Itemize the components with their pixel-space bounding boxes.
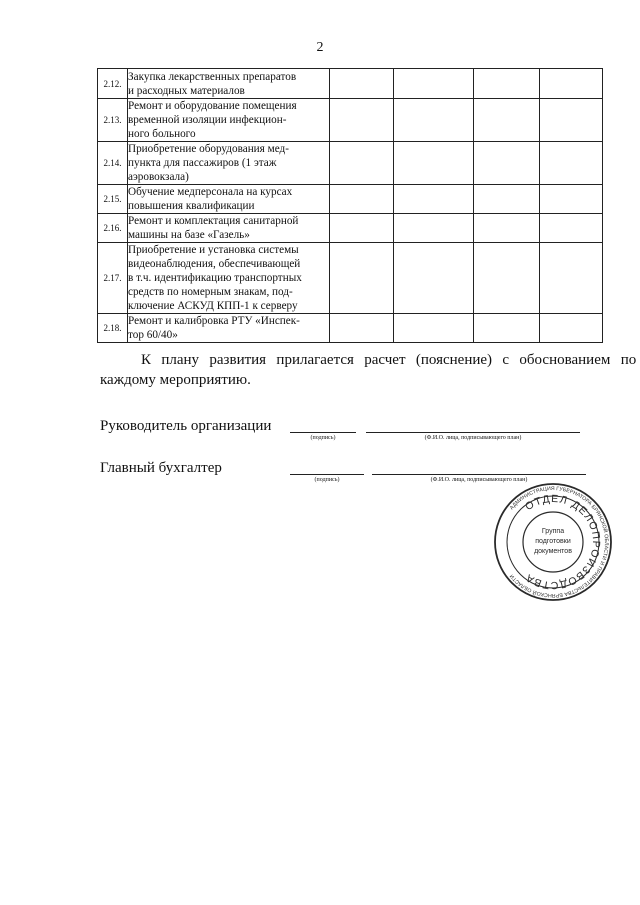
empty-cell: [330, 69, 394, 99]
row-description: [128, 185, 330, 214]
empty-cell: [474, 185, 540, 214]
stamp-center-line: подготовки: [535, 538, 571, 545]
empty-cell: [540, 243, 603, 314]
empty-cell: [330, 314, 394, 343]
stamp-center-line: документов: [534, 548, 572, 555]
empty-cell: [394, 69, 474, 99]
signature-label-director: Руководитель организации: [100, 418, 272, 434]
name-line: [366, 432, 580, 433]
row-number: 2.12.: [98, 69, 128, 99]
empty-cell: [474, 99, 540, 142]
table-row: [98, 69, 603, 99]
table-row: [98, 214, 603, 243]
description-line: Ремонт и комплектация санитарной: [128, 215, 299, 227]
empty-cell: [330, 99, 394, 142]
signature-line: [290, 432, 356, 433]
row-description: [128, 243, 330, 314]
table-row: [98, 142, 603, 185]
empty-cell: [394, 142, 474, 185]
description-line: видеонаблюдения, обеспечивающей: [128, 258, 301, 270]
empty-cell: [474, 142, 540, 185]
row-description: [128, 142, 330, 185]
empty-cell: [474, 214, 540, 243]
description-line: в т.ч. идентификацию транспортных: [128, 272, 302, 284]
name-hint: (Ф.И.О. лица, подписывающего план): [430, 477, 528, 483]
page-number: 2: [316, 40, 324, 55]
plan-table-body: [98, 69, 603, 343]
empty-cell: [540, 69, 603, 99]
description-line: Закупка лекарственных препаратов: [128, 70, 297, 83]
table-row: [98, 314, 603, 343]
row-number: 2.14.: [98, 142, 128, 185]
row-description: [128, 214, 330, 243]
empty-cell: [330, 185, 394, 214]
empty-cell: [474, 314, 540, 343]
description-line: Ремонт и оборудование помещения: [128, 100, 297, 112]
note-line: каждому мероприятию.: [100, 372, 251, 388]
plan-table: [97, 68, 603, 343]
description-line: тор 60/40»: [128, 329, 178, 341]
stamp-outer-text: АДМИНИСТРАЦИЯ ГУБЕРНАТОРА БРЯНСКОЙ ОБЛАСТИ И ПРАВИТЕЛЬСТВА БРЯНСКОЙ ОБЛАСТИ: [508, 485, 610, 599]
empty-cell: [394, 185, 474, 214]
description-line: средств по номерным знакам, под-: [128, 286, 293, 298]
signature-hint: (подпись): [310, 435, 336, 441]
name-hint: (Ф.И.О. лица, подписывающего план): [424, 435, 522, 441]
empty-cell: [330, 243, 394, 314]
row-number: 2.16.: [98, 214, 128, 243]
empty-cell: [394, 314, 474, 343]
row-description: [128, 99, 330, 142]
row-description: [128, 314, 330, 343]
description-line: повышения квалификации: [128, 200, 255, 212]
empty-cell: [540, 185, 603, 214]
attachment-note: [100, 350, 637, 390]
table-row: [98, 99, 603, 142]
description-line: Ремонт и калибровка РТУ «Инспек-: [128, 315, 300, 327]
description-line: машины на базе «Газель»: [128, 229, 250, 241]
empty-cell: [394, 99, 474, 142]
description-line: и расходных материалов: [128, 84, 245, 97]
stamp-inner-text: ОТДЕЛ ДЕЛОПРОИЗВОДСТВА: [523, 492, 603, 592]
row-number: 2.18.: [98, 314, 128, 343]
description-line: пункта для пассажиров (1 этаж: [128, 157, 277, 169]
signature-label-accountant: Главный бухгалтер: [100, 460, 222, 476]
signature-line: [290, 474, 364, 475]
description-line: Приобретение оборудования мед-: [128, 143, 289, 155]
description-line: Обучение медперсонала на курсах: [128, 186, 293, 198]
signature-hint: (подпись): [314, 477, 340, 483]
empty-cell: [330, 214, 394, 243]
empty-cell: [540, 214, 603, 243]
row-number: 2.13.: [98, 99, 128, 142]
note-line: К плану развития прилагается расчет (пояснение) с обоснованием по: [141, 352, 637, 368]
empty-cell: [474, 243, 540, 314]
description-line: ключение АСКУД КПП-1 к серверу: [128, 300, 298, 312]
row-number: 2.15.: [98, 185, 128, 214]
empty-cell: [330, 142, 394, 185]
row-number: 2.17.: [98, 243, 128, 314]
description-line: временной изоляции инфекцион-: [128, 114, 287, 126]
empty-cell: [394, 243, 474, 314]
stamp-center-line: Группа: [541, 528, 565, 535]
empty-cell: [540, 142, 603, 185]
empty-cell: [474, 69, 540, 99]
empty-cell: [540, 99, 603, 142]
office-stamp: [493, 482, 613, 602]
description-line: аэровокзала): [128, 171, 189, 183]
empty-cell: [540, 314, 603, 343]
description-line: Приобретение и установка системы: [128, 244, 299, 256]
table-row: [98, 185, 603, 214]
description-line: ного больного: [128, 128, 196, 140]
name-line: [372, 474, 586, 475]
row-description: [128, 69, 330, 99]
table-row: [98, 243, 603, 314]
empty-cell: [394, 214, 474, 243]
